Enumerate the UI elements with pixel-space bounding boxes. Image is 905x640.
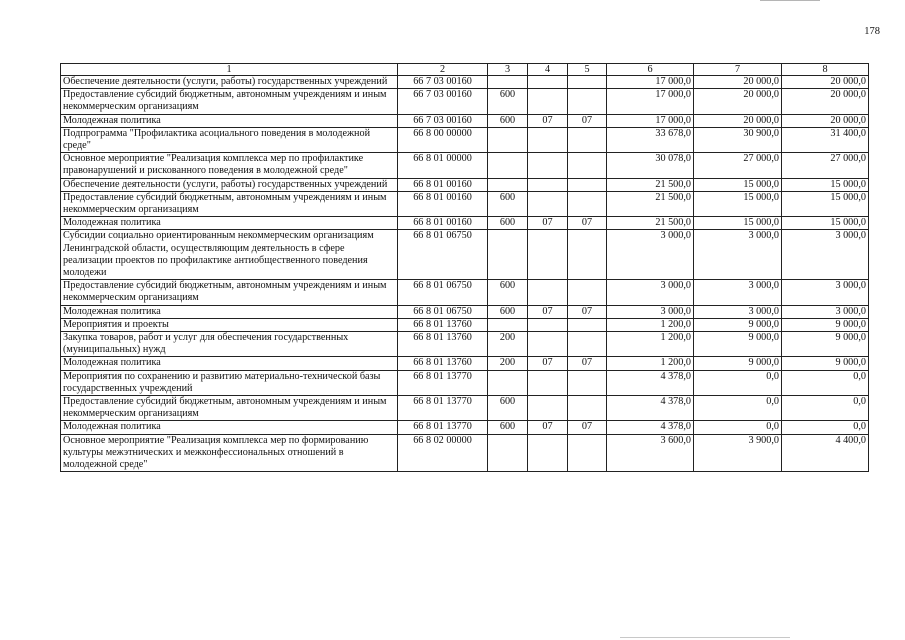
row-name: Молодежная политика bbox=[61, 114, 398, 127]
table-row bbox=[61, 191, 869, 216]
row-name: Предоставление субсидий бюджетным, автономным учреждениям и иным некоммерческим организациям bbox=[61, 191, 398, 216]
row-amount-year-2: 3 000,0 bbox=[694, 305, 782, 318]
row-amount-year-2: 20 000,0 bbox=[694, 89, 782, 114]
row-amount-year-1: 17 000,0 bbox=[607, 76, 694, 89]
row-subsection: 07 bbox=[568, 357, 607, 370]
row-amount-year-3: 20 000,0 bbox=[782, 76, 869, 89]
row-amount-year-3: 27 000,0 bbox=[782, 153, 869, 178]
row-section bbox=[528, 191, 568, 216]
row-amount-year-3: 0,0 bbox=[782, 421, 869, 434]
row-section: 07 bbox=[528, 217, 568, 230]
table-row bbox=[61, 76, 869, 89]
row-section bbox=[528, 434, 568, 472]
col-header-year-2: 7 bbox=[694, 64, 782, 76]
row-name: Обеспечение деятельности (услуги, работы) государственных учреждений bbox=[61, 76, 398, 89]
row-target-code: 66 7 03 00160 bbox=[398, 76, 488, 89]
row-target-code: 66 8 01 13770 bbox=[398, 396, 488, 421]
table-row bbox=[61, 89, 869, 114]
row-subsection bbox=[568, 370, 607, 395]
row-name: Молодежная политика bbox=[61, 357, 398, 370]
row-expense-type: 600 bbox=[488, 280, 528, 305]
row-expense-type: 600 bbox=[488, 305, 528, 318]
row-expense-type bbox=[488, 318, 528, 331]
table-body bbox=[61, 76, 869, 472]
row-target-code: 66 7 03 00160 bbox=[398, 114, 488, 127]
row-expense-type: 600 bbox=[488, 396, 528, 421]
row-target-code: 66 8 01 06750 bbox=[398, 280, 488, 305]
row-name: Основное мероприятие "Реализация комплекса мер по формированию культуры межэтнических и межконфессиональных отношений в молодежной среде" bbox=[61, 434, 398, 472]
page-number: 178 bbox=[864, 26, 880, 37]
row-expense-type bbox=[488, 178, 528, 191]
row-amount-year-3: 0,0 bbox=[782, 396, 869, 421]
row-amount-year-1: 21 500,0 bbox=[607, 191, 694, 216]
row-name: Субсидии социально ориентированным некоммерческим организациям Ленинградской области, осуществляющим деятельность в сфере реализации проектов по профилактике антиобщественного поведения молодежи bbox=[61, 230, 398, 280]
table-row bbox=[61, 370, 869, 395]
row-subsection bbox=[568, 76, 607, 89]
row-amount-year-2: 27 000,0 bbox=[694, 153, 782, 178]
row-amount-year-3: 20 000,0 bbox=[782, 89, 869, 114]
col-header-subsection: 5 bbox=[568, 64, 607, 76]
table-row bbox=[61, 434, 869, 472]
row-name: Предоставление субсидий бюджетным, автономным учреждениям и иным некоммерческим организациям bbox=[61, 396, 398, 421]
row-section bbox=[528, 127, 568, 152]
row-subsection bbox=[568, 434, 607, 472]
row-section bbox=[528, 76, 568, 89]
row-amount-year-2: 3 000,0 bbox=[694, 230, 782, 280]
header-row bbox=[61, 64, 869, 76]
table-row bbox=[61, 230, 869, 280]
row-amount-year-2: 0,0 bbox=[694, 421, 782, 434]
row-expense-type: 200 bbox=[488, 332, 528, 357]
row-amount-year-3: 15 000,0 bbox=[782, 178, 869, 191]
row-subsection: 07 bbox=[568, 305, 607, 318]
row-amount-year-3: 4 400,0 bbox=[782, 434, 869, 472]
row-section bbox=[528, 178, 568, 191]
table-row bbox=[61, 127, 869, 152]
row-target-code: 66 8 01 13770 bbox=[398, 370, 488, 395]
col-header-name: 1 bbox=[61, 64, 398, 76]
row-expense-type: 600 bbox=[488, 217, 528, 230]
row-section bbox=[528, 396, 568, 421]
row-amount-year-3: 0,0 bbox=[782, 370, 869, 395]
row-section: 07 bbox=[528, 114, 568, 127]
row-amount-year-3: 3 000,0 bbox=[782, 280, 869, 305]
row-expense-type bbox=[488, 153, 528, 178]
row-section: 07 bbox=[528, 357, 568, 370]
row-amount-year-2: 3 000,0 bbox=[694, 280, 782, 305]
row-amount-year-1: 3 000,0 bbox=[607, 230, 694, 280]
row-subsection: 07 bbox=[568, 114, 607, 127]
table-row bbox=[61, 332, 869, 357]
row-target-code: 66 8 01 13760 bbox=[398, 318, 488, 331]
col-header-section: 4 bbox=[528, 64, 568, 76]
table-row bbox=[61, 153, 869, 178]
table-row bbox=[61, 178, 869, 191]
row-expense-type bbox=[488, 434, 528, 472]
row-amount-year-2: 15 000,0 bbox=[694, 178, 782, 191]
row-subsection bbox=[568, 396, 607, 421]
row-target-code: 66 8 01 13760 bbox=[398, 357, 488, 370]
table-row bbox=[61, 421, 869, 434]
table-row bbox=[61, 357, 869, 370]
row-section bbox=[528, 153, 568, 178]
row-subsection bbox=[568, 178, 607, 191]
row-amount-year-3: 9 000,0 bbox=[782, 332, 869, 357]
row-amount-year-1: 17 000,0 bbox=[607, 114, 694, 127]
row-target-code: 66 8 01 00160 bbox=[398, 217, 488, 230]
row-amount-year-1: 1 200,0 bbox=[607, 332, 694, 357]
row-name: Предоставление субсидий бюджетным, автономным учреждениям и иным некоммерческим организациям bbox=[61, 280, 398, 305]
col-header-code: 2 bbox=[398, 64, 488, 76]
row-subsection bbox=[568, 280, 607, 305]
row-amount-year-1: 21 500,0 bbox=[607, 178, 694, 191]
row-name: Мероприятия по сохранению и развитию материально-технической базы государственных учреждений bbox=[61, 370, 398, 395]
row-name: Обеспечение деятельности (услуги, работы) государственных учреждений bbox=[61, 178, 398, 191]
row-name: Молодежная политика bbox=[61, 305, 398, 318]
row-expense-type bbox=[488, 76, 528, 89]
row-amount-year-1: 3 600,0 bbox=[607, 434, 694, 472]
row-amount-year-1: 1 200,0 bbox=[607, 318, 694, 331]
row-amount-year-2: 3 900,0 bbox=[694, 434, 782, 472]
row-subsection: 07 bbox=[568, 217, 607, 230]
row-name: Подпрограмма "Профилактика асоциального поведения в молодежной среде" bbox=[61, 127, 398, 152]
row-section bbox=[528, 332, 568, 357]
row-name: Предоставление субсидий бюджетным, автономным учреждениям и иным некоммерческим организациям bbox=[61, 89, 398, 114]
row-subsection bbox=[568, 318, 607, 331]
row-expense-type bbox=[488, 127, 528, 152]
row-expense-type bbox=[488, 370, 528, 395]
row-amount-year-1: 33 678,0 bbox=[607, 127, 694, 152]
row-subsection: 07 bbox=[568, 421, 607, 434]
row-expense-type bbox=[488, 230, 528, 280]
row-subsection bbox=[568, 127, 607, 152]
row-name: Молодежная политика bbox=[61, 217, 398, 230]
row-subsection bbox=[568, 89, 607, 114]
row-amount-year-1: 1 200,0 bbox=[607, 357, 694, 370]
row-subsection bbox=[568, 230, 607, 280]
row-name: Мероприятия и проекты bbox=[61, 318, 398, 331]
row-section bbox=[528, 230, 568, 280]
row-amount-year-1: 3 000,0 bbox=[607, 305, 694, 318]
scan-artifact-top bbox=[760, 0, 820, 1]
row-amount-year-2: 20 000,0 bbox=[694, 114, 782, 127]
row-amount-year-2: 30 900,0 bbox=[694, 127, 782, 152]
table-row bbox=[61, 305, 869, 318]
budget-table bbox=[60, 63, 869, 472]
row-amount-year-2: 9 000,0 bbox=[694, 357, 782, 370]
row-amount-year-1: 30 078,0 bbox=[607, 153, 694, 178]
row-target-code: 66 8 01 13760 bbox=[398, 332, 488, 357]
row-name: Основное мероприятие "Реализация комплекса мер по профилактике правонарушений и рискованного поведения в молодежной среде" bbox=[61, 153, 398, 178]
row-expense-type: 600 bbox=[488, 89, 528, 114]
row-target-code: 66 8 02 00000 bbox=[398, 434, 488, 472]
row-expense-type: 600 bbox=[488, 421, 528, 434]
row-amount-year-1: 21 500,0 bbox=[607, 217, 694, 230]
row-section bbox=[528, 318, 568, 331]
table-row bbox=[61, 396, 869, 421]
table-row bbox=[61, 280, 869, 305]
row-amount-year-2: 9 000,0 bbox=[694, 318, 782, 331]
row-amount-year-3: 15 000,0 bbox=[782, 191, 869, 216]
row-name: Закупка товаров, работ и услуг для обеспечения государственных (муниципальных) нужд bbox=[61, 332, 398, 357]
row-amount-year-3: 20 000,0 bbox=[782, 114, 869, 127]
row-amount-year-1: 17 000,0 bbox=[607, 89, 694, 114]
row-name: Молодежная политика bbox=[61, 421, 398, 434]
row-subsection bbox=[568, 153, 607, 178]
row-target-code: 66 8 00 00000 bbox=[398, 127, 488, 152]
row-target-code: 66 8 01 00160 bbox=[398, 178, 488, 191]
col-header-year-3: 8 bbox=[782, 64, 869, 76]
scan-artifact-bottom bbox=[620, 637, 790, 638]
row-amount-year-1: 4 378,0 bbox=[607, 421, 694, 434]
row-expense-type: 600 bbox=[488, 191, 528, 216]
row-subsection bbox=[568, 191, 607, 216]
col-header-year-1: 6 bbox=[607, 64, 694, 76]
row-amount-year-1: 4 378,0 bbox=[607, 370, 694, 395]
row-target-code: 66 8 01 13770 bbox=[398, 421, 488, 434]
row-amount-year-3: 31 400,0 bbox=[782, 127, 869, 152]
row-amount-year-1: 4 378,0 bbox=[607, 396, 694, 421]
col-header-expense-type: 3 bbox=[488, 64, 528, 76]
row-amount-year-2: 15 000,0 bbox=[694, 217, 782, 230]
row-subsection bbox=[568, 332, 607, 357]
row-target-code: 66 7 03 00160 bbox=[398, 89, 488, 114]
row-section bbox=[528, 280, 568, 305]
row-amount-year-3: 9 000,0 bbox=[782, 318, 869, 331]
row-section bbox=[528, 370, 568, 395]
row-expense-type: 200 bbox=[488, 357, 528, 370]
row-target-code: 66 8 01 00000 bbox=[398, 153, 488, 178]
row-section bbox=[528, 89, 568, 114]
row-target-code: 66 8 01 00160 bbox=[398, 191, 488, 216]
row-amount-year-2: 0,0 bbox=[694, 370, 782, 395]
table-row bbox=[61, 318, 869, 331]
row-amount-year-2: 9 000,0 bbox=[694, 332, 782, 357]
row-amount-year-2: 15 000,0 bbox=[694, 191, 782, 216]
row-amount-year-1: 3 000,0 bbox=[607, 280, 694, 305]
row-amount-year-3: 15 000,0 bbox=[782, 217, 869, 230]
table-row bbox=[61, 114, 869, 127]
row-expense-type: 600 bbox=[488, 114, 528, 127]
table-row bbox=[61, 217, 869, 230]
row-amount-year-2: 0,0 bbox=[694, 396, 782, 421]
row-target-code: 66 8 01 06750 bbox=[398, 305, 488, 318]
row-target-code: 66 8 01 06750 bbox=[398, 230, 488, 280]
row-amount-year-3: 9 000,0 bbox=[782, 357, 869, 370]
row-amount-year-3: 3 000,0 bbox=[782, 230, 869, 280]
row-section: 07 bbox=[528, 305, 568, 318]
row-section: 07 bbox=[528, 421, 568, 434]
row-amount-year-2: 20 000,0 bbox=[694, 76, 782, 89]
row-amount-year-3: 3 000,0 bbox=[782, 305, 869, 318]
